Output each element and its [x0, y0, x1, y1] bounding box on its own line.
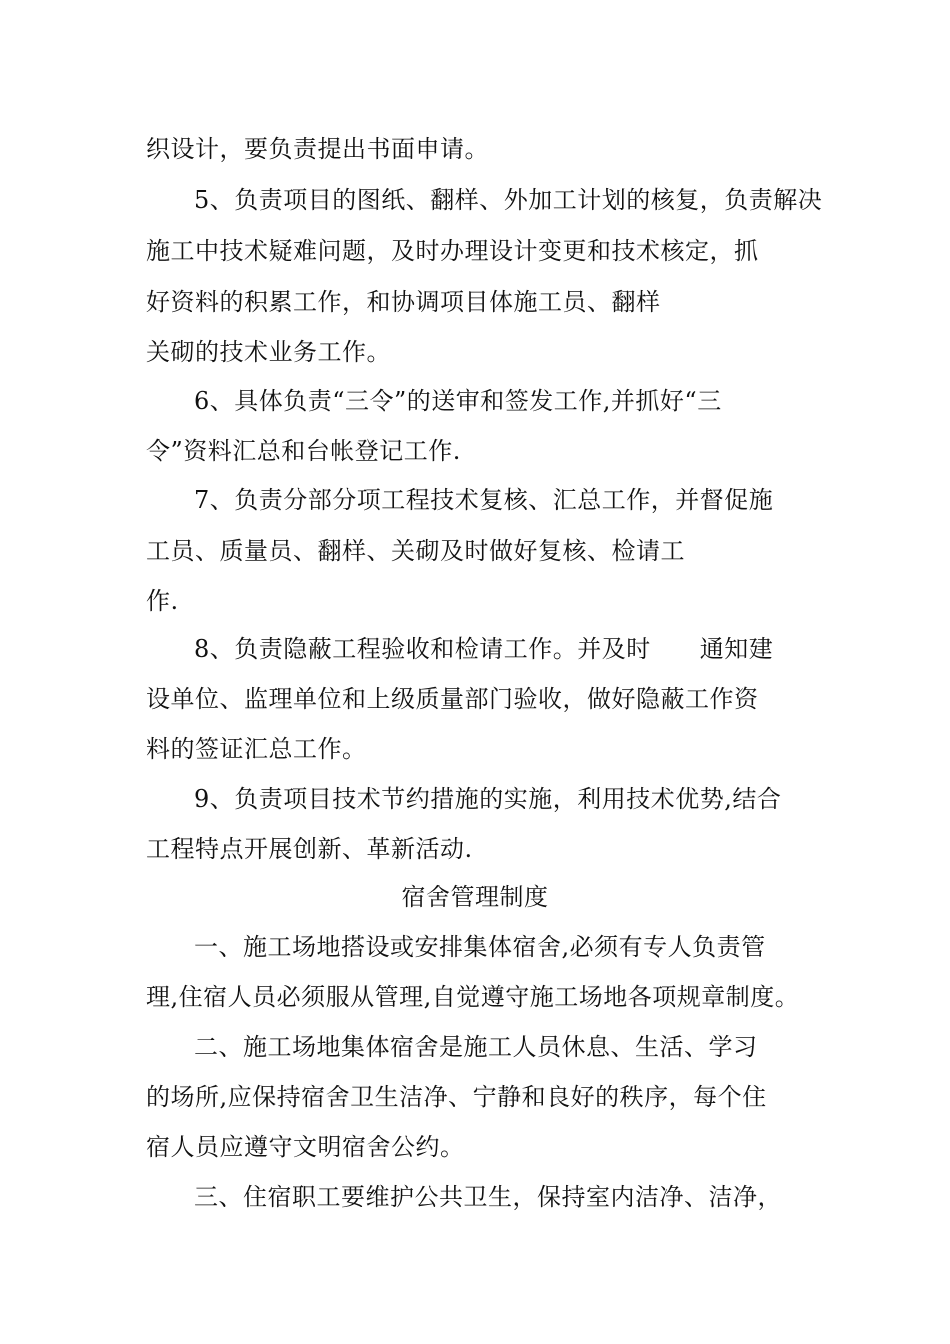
paragraph-line: 5、负责项目的图纸、翻样、外加工计划的核复，负责解决 [194, 186, 823, 214]
paragraph-line: 设单位、监理单位和上级质量部门验收，做好隐蔽工作资 [146, 685, 759, 713]
paragraph-line: 理,住宿人员必须服从管理,自觉遵守施工场地各项规章制度。 [146, 983, 800, 1011]
paragraph-line: 令”资料汇总和台帐登记工作. [146, 437, 461, 465]
paragraph-line: 一、施工场地搭设或安排集体宿舍,必须有专人负责管 [194, 933, 766, 961]
paragraph-line: 工员、质量员、翻样、关砌及时做好复核、检请工 [146, 537, 685, 565]
paragraph-line: 7、负责分部分项工程技术复核、汇总工作，并督促施 [194, 486, 774, 514]
paragraph-line: 9、负责项目技术节约措施的实施，利用技术优势,结合 [194, 785, 782, 813]
paragraph-line: 8、负责隐蔽工程验收和检请工作。并及时 通知建 [194, 635, 774, 663]
paragraph-line: 关砌的技术业务工作。 [146, 338, 391, 366]
paragraph-line: 织设计，要负责提出书面申请。 [146, 135, 489, 163]
paragraph-line: 好资料的积累工作，和协调项目体施工员、翻样 [146, 288, 661, 316]
paragraph-line: 的场所,应保持宿舍卫生洁净、宁静和良好的秩序，每个住 [146, 1083, 767, 1111]
paragraph-line: 6、具体负责“三令”的送审和签发工作,并抓好“三 [194, 387, 722, 415]
paragraph-line: 施工中技术疑难问题，及时办理设计变更和技术核定，抓 [146, 237, 759, 265]
paragraph-line: 三、住宿职工要维护公共卫生，保持室内洁净、洁净， [194, 1183, 782, 1211]
paragraph-line: 料的签证汇总工作。 [146, 735, 367, 763]
paragraph-line: 作. [146, 587, 179, 615]
paragraph-line: 宿人员应遵守文明宿舍公约。 [146, 1133, 465, 1161]
section-title: 宿舍管理制度 [401, 883, 549, 911]
paragraph-line: 二、施工场地集体宿舍是施工人员休息、生活、学习 [194, 1033, 758, 1061]
paragraph-line: 工程特点开展创新、革新活动. [146, 835, 473, 863]
